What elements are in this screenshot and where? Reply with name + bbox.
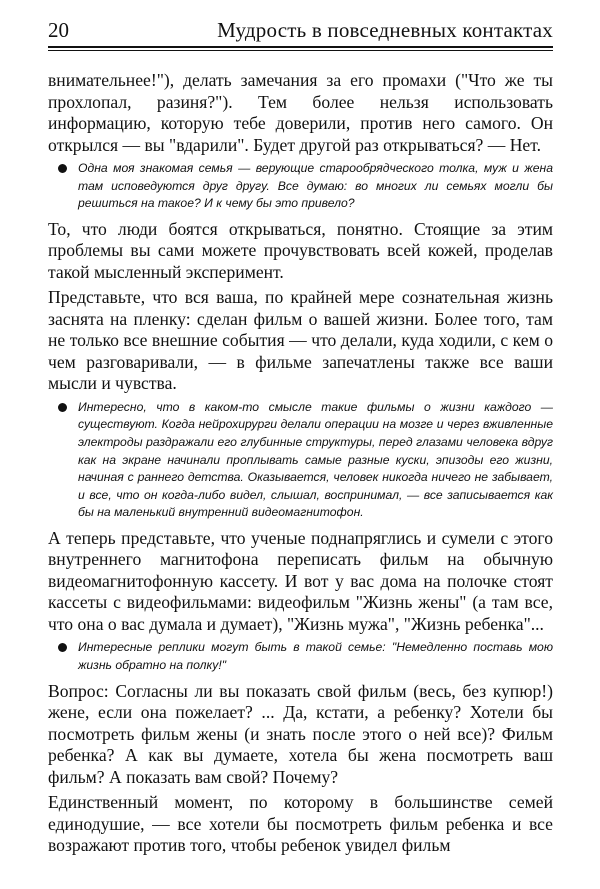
paragraph: Единственный момент, по которому в большинстве семей единодушие, — все хотели бы посмотреть фильм ребенка и все возражают против того, чтобы ребенок увидел фильм [48,792,553,856]
side-note [48,639,553,674]
page-number: 20 [48,18,69,42]
paragraph: внимательнее!"), делать замечания за его промахи ("Что же ты прохлопал, разиня?"). Тем более нельзя использовать информацию, которую тебе доверили, против него самого. Он открылся — вы "вдарили". Будет другой раз открываться? — Нет. [48,70,553,155]
paragraph: То, что люди боятся открываться, понятно. Стоящие за этим проблемы вы сами можете прочувствовать всей кожей, проделав такой мысленный эксперимент. [48,218,553,282]
bullet-icon [58,403,67,412]
note-text: Одна моя знакомая семья — верующие старообрядческого толка, муж и жена там исповедуются друг другу. Все думаю: во многих ли семьях могли бы решиться на такое? И к чему бы это привело? [78,161,553,211]
side-note [48,160,553,213]
running-title: Мудрость в повседневных контактах [217,18,553,42]
bullet-icon [58,164,67,173]
paragraph: Вопрос: Согласны ли вы показать свой фильм (весь, без купюр!) жене, если она пожелает? ... Да, кстати, а ребенку? Хотели бы посмотреть фильм жены (и знать после этого о ней все)? Фильм ребенка? А как вы думаете, хотела бы жена посмотреть ваш фильм? А показать вам свой? Почему? [48,680,553,787]
bullet-icon [58,643,67,652]
header-rule-thin [48,50,553,51]
side-note [48,399,553,522]
header-rule-thick [48,46,553,48]
running-header [48,12,553,44]
note-text: Интересно, что в каком-то смысле такие фильмы о жизни каждого — существуют. Когда нейрохирурги делали операции на мозге и через вживленные электроды раздражали его глубинные структуры, перед глазами человека вдруг как на экране начинали проплывать самые разные куски, эпизоды его жизни, начиная с раннего детства. Оказывается, человек никогда ничего не забывает, и все, что он когда-либо видел, слышал, воспринимал, — все записывается как бы на маленький внутренний видеомагнитофон. [78,399,553,520]
page-body [48,70,553,861]
paragraph: А теперь представьте, что ученые поднапряглись и сумели с этого внутреннего магнитофона переписать фильм на обычную видеомагнитофонную кассету. И вот у вас дома на полочке стоят кассеты с видеофильмами: видеофильм "Жизнь жены" (а там все, что она о вас думала и думает), "Жизнь мужа", "Жизнь ребенка"... [48,527,553,634]
paragraph: Представьте, что вся ваша, по крайней мере сознательная жизнь заснята на пленку: сделан фильм о вашей жизни. Более того, там не только все внешние события — что делали, куда ходили, с кем о чем разговаривали, — в фильме запечатлены также все ваши мысли и чувства. [48,287,553,394]
note-text: Интересные реплики могут быть в такой семье: "Немедленно поставь мою жизнь обратно на полку!" [78,640,553,673]
